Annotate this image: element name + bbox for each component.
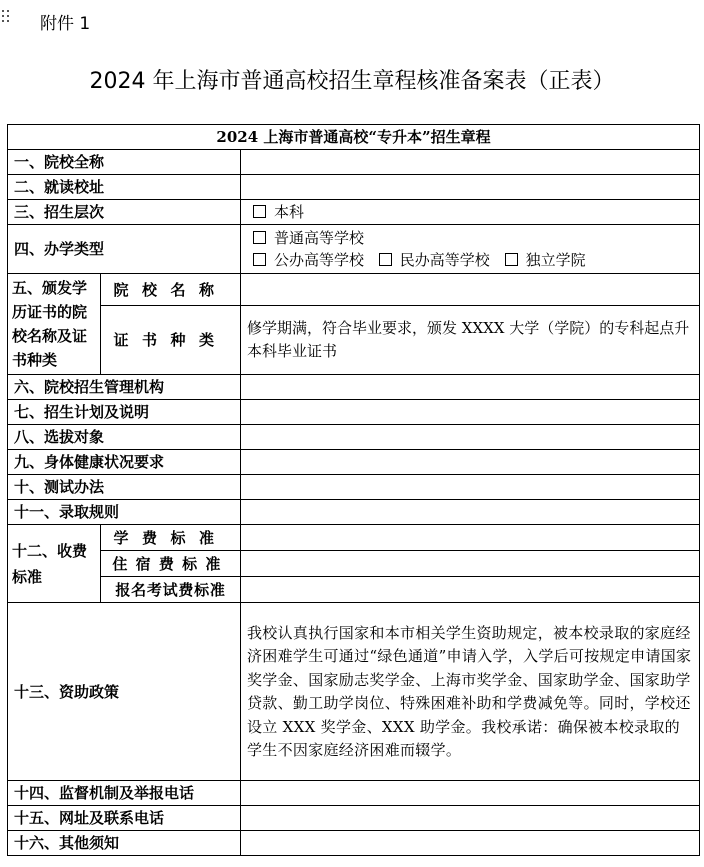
label-issuing-school: 院校名称 (101, 274, 241, 306)
checkbox[interactable] (379, 253, 392, 266)
label-supervision-hotline: 十四、监督机制及举报电话 (8, 781, 241, 806)
value-exam-fee[interactable] (241, 577, 700, 603)
label-enrollment-plan: 七、招生计划及说明 (8, 400, 241, 425)
value-enrollment-plan[interactable] (241, 400, 700, 425)
value-school-name[interactable] (241, 150, 700, 175)
value-website-contact[interactable] (241, 806, 700, 831)
table-caption: 2024 上海市普通高校“专升本”招生章程 (8, 125, 700, 150)
value-admission-rules[interactable] (241, 500, 700, 525)
option-private-institution[interactable]: 民办高等学校 (379, 251, 495, 269)
value-test-method[interactable] (241, 475, 700, 500)
drag-handle-icon[interactable] (2, 10, 12, 26)
label-school-name: 一、院校全称 (8, 150, 241, 175)
document-title: 2024 年上海市普通高校招生章程核准备案表（正表） (89, 69, 615, 94)
label-certificate-type: 证书种类 (101, 306, 241, 375)
value-certificate-type: 修学期满，符合毕业要求，颁发 XXXX 大学（学院）的专科起点升本科毕业证书 (241, 306, 700, 375)
option-undergraduate[interactable]: 本科 (253, 203, 304, 221)
registration-form-table (7, 124, 700, 856)
checkbox[interactable] (253, 253, 266, 266)
value-issuing-school[interactable] (241, 274, 700, 306)
value-accommodation-fee[interactable] (241, 551, 700, 577)
option-independent-college[interactable]: 独立学院 (505, 251, 586, 269)
attachment-label: 附件 1 (40, 14, 91, 34)
value-tuition-fee[interactable] (241, 525, 700, 551)
checkbox[interactable] (505, 253, 518, 266)
value-health-requirement[interactable] (241, 450, 700, 475)
label-fee-standard: 十二、收费标准 (8, 525, 101, 603)
checkbox[interactable] (253, 231, 266, 244)
label-tuition-fee: 学费标准 (101, 525, 241, 551)
label-admission-rules: 十一、录取规则 (8, 500, 241, 525)
value-supervision-hotline[interactable] (241, 781, 700, 806)
label-test-method: 十、测试办法 (8, 475, 241, 500)
label-financial-aid: 十三、资助政策 (8, 603, 241, 781)
label-school-type: 四、办学类型 (8, 225, 241, 274)
value-school-type (241, 225, 700, 274)
label-exam-fee: 报名考试费标准 (101, 577, 241, 603)
option-general-institution[interactable]: 普通高等学校 (253, 229, 364, 247)
label-admission-office: 六、院校招生管理机构 (8, 375, 241, 400)
label-health-requirement: 九、身体健康状况要求 (8, 450, 241, 475)
label-enrollment-level: 三、招生层次 (8, 200, 241, 225)
label-campus-address: 二、就读校址 (8, 175, 241, 200)
label-other-notes: 十六、其他须知 (8, 831, 241, 856)
value-selection-target[interactable] (241, 425, 700, 450)
value-enrollment-level (241, 200, 700, 225)
value-admission-office[interactable] (241, 375, 700, 400)
checkbox[interactable] (253, 205, 266, 218)
label-website-contact: 十五、网址及联系电话 (8, 806, 241, 831)
value-financial-aid: 我校认真执行国家和本市相关学生资助规定，被本校录取的家庭经济困难学生可通过“绿色通道”申请入学，入学后可按规定申请国家奖学金、国家励志奖学金、上海市奖学金、国家助学金、国家助学贷款、勤工助学岗位、特殊困难补助和学费减免等。同时，学校还设立 XXX 奖学金、XXX 助学金。我校承诺：确保被本校录取的学生不因家庭经济困难而辍学。 (241, 603, 700, 781)
label-certificate-info: 五、颁发学历证书的院校名称及证书种类 (8, 274, 101, 375)
label-accommodation-fee: 住宿费标准 (101, 551, 241, 577)
value-campus-address[interactable] (241, 175, 700, 200)
option-public-institution[interactable]: 公办高等学校 (253, 251, 369, 269)
label-selection-target: 八、选拔对象 (8, 425, 241, 450)
value-other-notes[interactable] (241, 831, 700, 856)
